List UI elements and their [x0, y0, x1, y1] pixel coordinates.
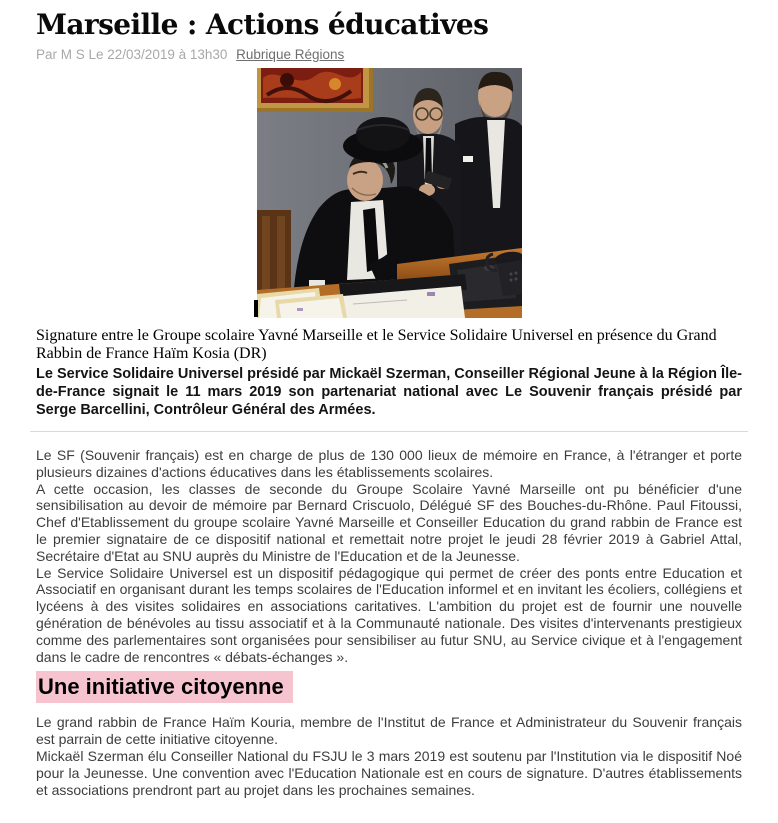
lead-paragraph: Le Service Solidaire Universel présidé par Mickaël Szerman, Conseiller Régional Jeune à la Région Île-de-France signait le 11 mars 2019 son partenariat national avec Le Souvenir français présidé par Serge Barcellini, Contrôleur Général des Armées. — [36, 366, 742, 418]
photo-box — [257, 68, 522, 318]
section-heading-text: Une initiative citoyenne — [36, 671, 293, 703]
section-heading — [36, 674, 742, 700]
body-paragraph-3: Le Service Solidaire Universel est un dispositif pédagogique qui permet de créer des ponts entre Education et Associatif en organisant durant les temps scolaires de l'Education informel et en invitant les écoliers, collégiens et lycéens à des visites solidaires en associations caritatives. L'ambition du projet est de fournir une nouvelle génération de bénévoles au tissu associatif et à la Communauté nationale. Des visites d'intervenants prestigieux comme des parlementaires sont organisées pour sensibiliser au futur SNU, au Service civique et à l'engagement dans le cadre de rencontres « débats-échanges ». — [36, 564, 742, 665]
byline — [36, 47, 742, 62]
text-caret-artifact — [254, 300, 258, 317]
page-title: Marseille : Actions éducatives — [36, 8, 489, 41]
closing-paragraph-2: Mickaël Szerman élu Conseiller National du FSJU le 3 mars 2019 est soutenu par l'Institution via le dispositif Noé pour la Jeunesse. Une convention avec l'Education Nationale est en cours de signature. D'autres établissements et associations prendront part au projet dans les prochaines semaines. — [36, 747, 742, 798]
closing-paragraph-1: Le grand rabbin de France Haïm Kouria, membre de l'Institut de France et Administrateur du Souvenir français est parrain de cette initiative citoyenne. — [36, 714, 742, 748]
body-paragraph-1: Le SF (Souvenir français) est en charge de plus de 130 000 lieux de mémoire en France, à l'étranger et porte plusieurs dizaines d'actions éducatives dans les établissements scolaires. — [36, 447, 742, 480]
article-body-closing — [36, 714, 742, 798]
photo-row — [36, 68, 742, 323]
article-photo — [257, 68, 522, 318]
article-figure — [36, 68, 742, 362]
rubric-link[interactable]: Rubrique Régions — [236, 47, 345, 62]
photo-caption: Signature entre le Groupe scolaire Yavné Marseille et le Service Solidaire Universel en présence du Grand Rabbin de France Haïm Kosia (DR) — [36, 327, 717, 362]
divider — [30, 431, 748, 432]
byline-text: Par M S Le 22/03/2019 à 13h30 — [36, 47, 228, 62]
body-paragraph-2: A cette occasion, les classes de seconde du Groupe Scolaire Yavné Marseille ont pu bénéficier d'une sensibilisation au devoir de mémoire par Bernard Criscuolo, Délégué SF des Bouches-du-Rhône. Paul Fitoussi, Chef d'Etablissement du groupe scolaire Yavné Marseille et Conseiller Education du grand rabbin de France est le premier signataire de ce dispositif national et remettait notre projet le jeudi 28 février 2019 à Gabriel Attal, Secrétaire d'Etat au SNU auprès du Ministre de l'Education et de la Jeunesse. — [36, 480, 742, 564]
article-body — [36, 447, 742, 665]
